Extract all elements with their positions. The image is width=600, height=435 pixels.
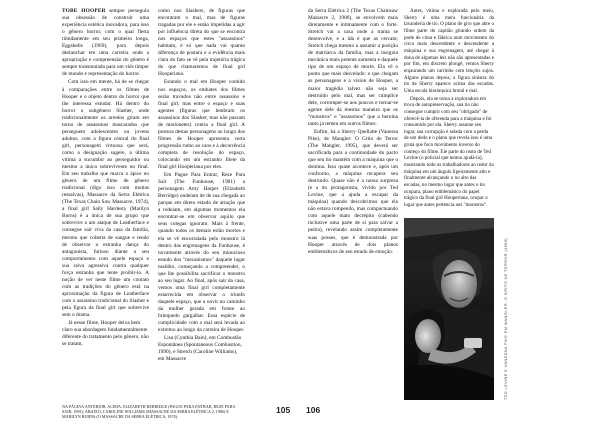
- page-left-column-1: [62, 8, 149, 349]
- paragraph: Lisa (Cynthia Bain), em Combustão Espontânea (Spontaneous Combustion, 1990), e Stretch (Caroline Williams), em Massacre: [158, 335, 242, 363]
- paragraph: da Serra Elétrica 2 (The Texas Chainsaw Massacre 2, 1986), se envolvem mais diretamente e intimamente com o forte. Stretch vai a casa onde a trama se desenvolve, e a ida é que as cercam; Stretch chega mesmo a assumir a posição de matriarca da família, mas a insígnia mecânica mais potente aumenta e daquele tipo de um espaço de morte. Ela vê o ponto que mais desvelado: o que chegam as personagens e a vision de Hooper, a maior tragédia talvez não seja ser destruído pelo mal, mas ser cúmplice dele, corromper-se aos poucos e tornar-se agente dele da mesma maneira que os "monstros" e "assassinos" que a heroína tanto já temeu em outros filmes.: [308, 8, 398, 127]
- paragraph: Já nesse filme, Hooper deixa bem claro sua abordagem fundamentalmente diferente do tratamento pelo gênero, não se tratam,: [62, 320, 149, 348]
- footnote-left: NA PÁGINA ANTERIOR, ACIMA: ELIZABETH BERRIDGE (PAGUE PARA ENTRAR, REZE PARA SAIR, 1981); ABAIXO, CAROLINE WILLIAMS (MASSACRE DA SERRA ELÉTRICA 2, 1986) E MARILYN BURNS (O MASSACRE DA SERRA ELÉTRICA, 1974).: [62, 404, 236, 420]
- paragraph: Em Pague Para Entrar, Reze Para Sair (The Funhouse, 1981) a personagem Amy Harper (Elizabeth Berridge) ondeiam de de sua chegada ao parque em direto estado de atração que a rodeiam, em algumas momentos ela encontrar-se em observar aquilo que seus colegas ignoram. Mais à frente, quando todos os demais estão mortos e ela se vê encurralada pelo monstro lá dentro das engrenagens da Funhouse, é novamente através do seu minucioso estudo dos "mecanismos" daquele lugar maldito, começando a compreender, o que lhe possibilita sacrificar o monstro ao seu lugar. Ao final, após sair da casa, vemos uma final girl completamente estarrecida em observar o triunfo daquele espaço, que a ouvir no caminho da mulher gerada em frente ao brinquedo gargalhar. Essa espécie de cumplicidade com o mal será levada ao extremo ao longo da carreira de Hooper.: [158, 172, 245, 334]
- paragraph: [62, 8, 149, 78]
- paragraph: Antes, vítima e explorada pelo meio, Sherry é uma mera funcionária da lavanderia de tio. O plano de giro que abre o filme parte do capitão girando ordem da parte de cima e fábrica num movimento do circo mais descendente e descendente a máquina e sua engrenagem, até chegar à dona de algumas leis não são apresentadas e por fim, em discreto plongê, vemos Sherry enjaurando um carrinho com lençóis sujos. Alguns planos depois, a figura sinistra do tio de Sherry aparece acima das escadas. Uma escala hierárquica brutal e mal.: [404, 8, 494, 94]
- film-still-photo: [404, 218, 494, 400]
- film-still-image: [404, 218, 494, 400]
- photo-caption: [496, 218, 506, 400]
- page-left-column-2: [158, 8, 245, 364]
- opening-name: TOBE HOOPER: [62, 8, 106, 14]
- page-number-left: 105: [276, 405, 291, 415]
- page-right-column-1: [308, 8, 398, 257]
- paragraph: Enfim, há a Sherry Quellatte (Vanessa Pike), de Mangler: O Grito de Terror (The Mangler, 1995), que deverá ser sacrificada para a continuidade do pacto que seu tio mantém com a máquina que o domina. Isso quase acontece e, após um confronto, a máquina recupera seu destruido. Quase não é a nossa surpresa (e a do protagonista, vivido por Ted Levine, que a ajuda a escapar da máquina) quando descobrimos que ela não estava rompendo, mas compactuando com aquele mato decrépito (cabendo inclusive uma parte de si para salvar a pedra), revelando assim completamente suas posses, que é demonstrada por Hooper através de dois planos emblemáticos de seu estado de emoção.: [308, 128, 398, 255]
- paragraph: Depois, ela se torna a exploradora em troca de autopreservação, sua tio não consegue cumprir com seu "obrigado" de oferecê-la de oferenda para a máquina e foi consumido por ela. Sherry assume seu lugar, sua corrupção é selada com a perda de um dedo e o plano que revela isso é uma gruta que foco movimento inverso do começo do filme. Ele parte do rosto de Ted Levine (o policial que tentou ajudá-la), mostrando todo os trabalhadores ao redor da máquina em um ângulo ligeiramente alto e finalmente alcançando o no alto das escadas, no mesmo lugar que antes o tio ocupara, plano emblemático do papel trágico da final girl Hooperiana, ocupar o lugar que antes pertencia aos "monstros".: [404, 95, 494, 209]
- paragraph: como nos Slashers, de figuras que encontram o mal, mas de figuras tragadas por ele e então impelidas a agir por influência direta do que se encontra nos espaços que estes "assassinos" habitam, é só que nada vai quanto diferença de postura e a evidência mais clara do fato se vê pela trajetória trágica do que chamaremos de final girl Hooperiana.: [158, 8, 245, 78]
- page-right-column-2: [404, 8, 494, 210]
- paragraph-text: sempre perseguiu sua obsessão de construir uma experiência estética inovadora, para isso o gênero horror, com o qual flerta timidamente em seu primeiro longa, Eggshells (1969), para depois deslanchar em uma carreira onde a apropriação e compreensão do gênero é sempre transmutada para um viés tímper de mundo e representação do horror.: [62, 8, 149, 78]
- photo-caption-text: TED LEVINE E VANESSA PIKE EM MANGLER: O GRITO DE TERROR (1995): [503, 237, 508, 400]
- paragraph: Estando o mal em Hooper contido nos espaços, os embates dos filmes serão travados não entre assassino e final girl, mas entre o espaço e suas agentes (figuras que lembram os assassinos dos Slasher, mas não passam de marionetes) contra a final girl. A postura destas personagens ao longo dos filmes de Hooper apresenta certa progressão rumo ao caos e à decorrência completa de resolução do espaço, colocando em um estranho filete da final girl Hooperiana por eles.: [158, 79, 245, 171]
- paragraph: Com isso em mente, há de se chegar à comparações entre os filmes de Hooper e o objeto dentro do horror que lhe interessa estudar. Há dentro do horror o subgênero Slasher, onde tradicionalmente os arredos giram em torno de assassinos mascarados que perseguem adolescentes ou jovens adultos, com a figura central do final girl, personagem virtuosa que será, como a designação sugere, a última vítima a sucumbir ao perseguidor ou mesmo a única sobrevivente no final. Em seu trabalho que marca o ápice no gênero de um filme de gênero tradicional (digo isso com muitas ressalvas), Massacre da Serra Elétrica (The Texas Chain Saw Massacre, 1974), a final girl Sally Hardesty (Marilyn Burns) é a única de sua grupo que sobrevive a um ataque de Leatherface e consegue sair viva da casa da família, mesmo que coberta de sangue e tendo de observar a estranha dança do antagonista, furioso diante a seu comportamento com aquele espaço e sua raiva agressiva contra qualquer força estranha que tente proibir-lo. A noção de ver neste filme um contato com as tradições do gênero está na aproximação da figura de Leatherface com o assassino tradicional do Slasher e pela figura da final girl que sobrevive sem o drama.: [62, 79, 149, 319]
- page-number-right: 106: [306, 405, 321, 415]
